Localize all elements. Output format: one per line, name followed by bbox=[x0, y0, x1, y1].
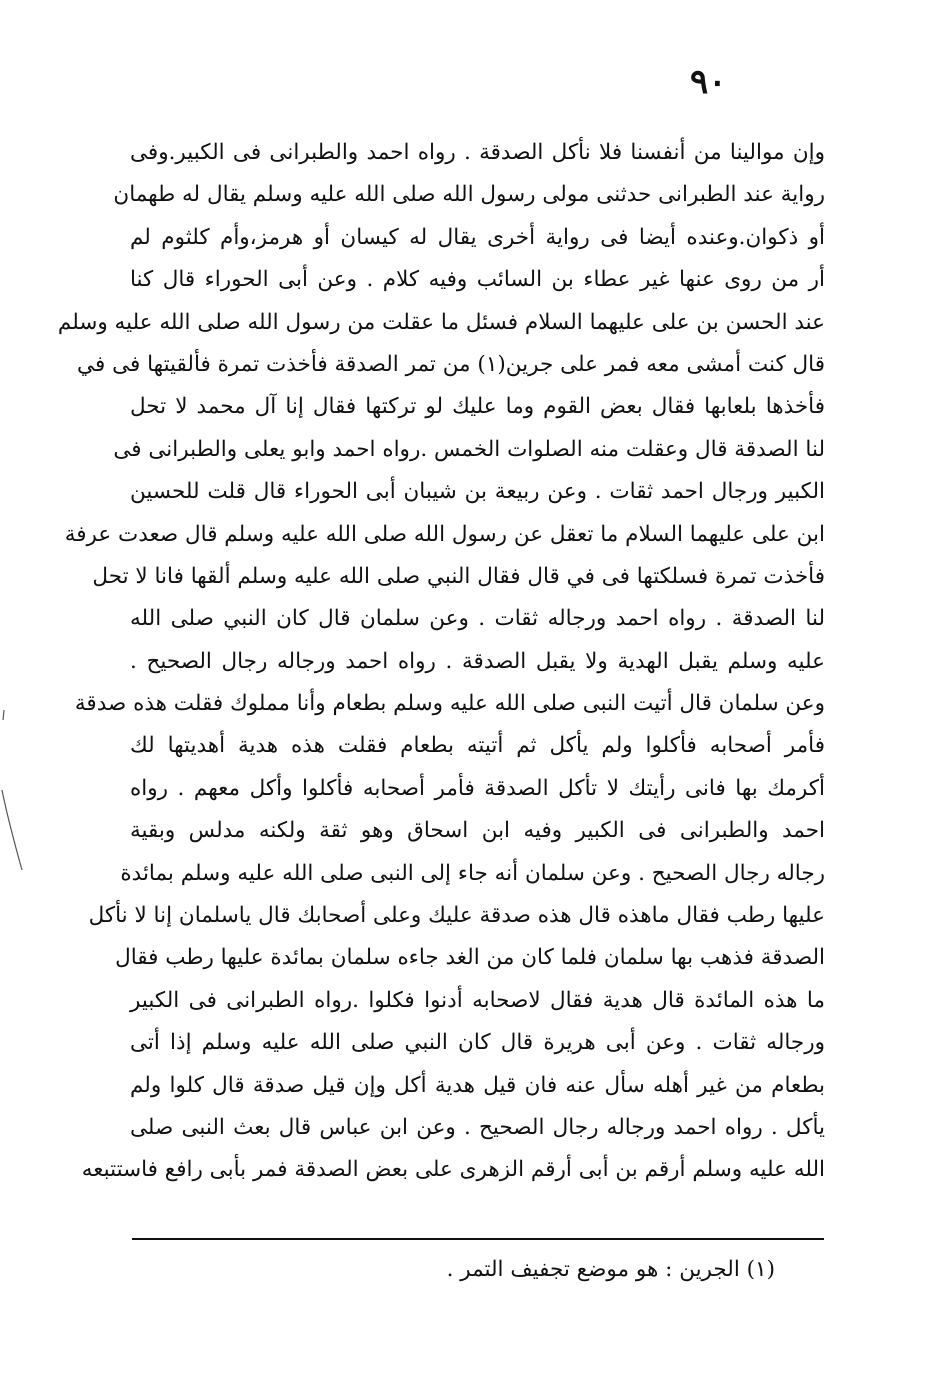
text-line: قال كنت أمشى معه فمر على جرين(١) من تمر الصدقة فأخذت تمرة فألقيتها فى في bbox=[77, 351, 825, 377]
footnote-separator bbox=[132, 1238, 824, 1240]
text-line: ابن على عليهما السلام ما تعقل عن رسول الله صلى الله عليه وسلم قال صعدت عرفة bbox=[64, 521, 825, 547]
text-line: يأكل . رواه احمد ورجاله رجال الصحيح . وعن ابن عباس قال بعث النبى صلى bbox=[130, 1114, 825, 1140]
text-line: عليه وسلم يقبل الهدية ولا يقبل الصدقة . رواه احمد ورجاله رجال الصحيح . bbox=[130, 648, 825, 674]
text-line: بطعام من غير أهله سأل عنه فان قيل هدية أكل وإن قيل صدقة قال كلوا ولم bbox=[130, 1072, 825, 1098]
text-line: رجاله رجال الصحيح . وعن سلمان أنه جاء إلى النبى صلى الله عليه وسلم بمائدة bbox=[120, 860, 825, 886]
page-number: ٩٠ bbox=[690, 62, 727, 102]
text-line: عند الحسن بن على عليهما السلام فسئل ما عقلت من رسول الله صلى الله عليه وسلم bbox=[57, 309, 825, 335]
text-line: احمد والطبرانى فى الكبير وفيه ابن اسحاق وهو ثقة ولكنه مدلس وبقية bbox=[130, 818, 825, 844]
text-line: رواية عند الطبرانى حدثنى مولى رسول الله صلى الله عليه وسلم يقال له طهمان bbox=[113, 182, 825, 208]
text-line: الله عليه وسلم أرقم بن أبى أرقم الزهرى على بعض الصدقة فمر بأبى رافع فاستتبعه bbox=[81, 1157, 825, 1183]
text-line: أر من روى عنها غير عطاء بن السائب وفيه كلام . وعن أبى الحوراء قال كنا bbox=[130, 267, 825, 293]
text-line: أو ذكوان.وعنده أيضا فى رواية أخرى يقال له كيسان أو هرمز،وأم كلثوم لم bbox=[130, 224, 825, 250]
text-line: لنا الصدقة . رواه احمد ورجاله ثقات . وعن سلمان قال كان النبي صلى الله bbox=[130, 606, 825, 632]
text-line: لنا الصدقة قال وعقلت منه الصلوات الخمس .رواه احمد وابو يعلى والطبرانى فى bbox=[113, 436, 825, 462]
scan-edge-mark bbox=[0, 700, 30, 890]
text-line: أكرمك بها فانى رأيتك لا تأكل الصدقة فأمر أصحابه فأكلوا وأكل معهم . رواه bbox=[130, 775, 825, 801]
text-line: عليها رطب فقال ماهذه قال هذه صدقة عليك وعلى أصحابك قال ياسلمان إنا لا نأكل bbox=[88, 903, 825, 929]
footnote: (١) الجرين : هو موضع تجفيف التمر . bbox=[446, 1257, 775, 1282]
text-line: فأخذت تمرة فسلكتها فى في قال فقال النبي صلى الله عليه وسلم ألقها فانا لا تحل bbox=[92, 563, 825, 589]
body-text bbox=[57, 132, 825, 1192]
text-line: الصدقة فذهب بها سلمان فلما كان من الغد جاءه سلمان بمائدة عليها رطب فقال bbox=[115, 945, 825, 971]
text-line: فأخذها بلعابها فقال بعض القوم وما عليك لو تركتها فقال إنا آل محمد لا تحل bbox=[130, 394, 825, 420]
text-line: وعن سلمان قال أتيت النبى صلى الله عليه وسلم بطعام وأنا مملوك فقلت هذه صدقة bbox=[74, 691, 825, 717]
text-line: ما هذه المائدة قال هدية فقال لاصحابه أدنوا فكلوا .رواه الطبرانى فى الكبير bbox=[130, 987, 825, 1013]
text-line: فأمر أصحابه فأكلوا ولم يأكل ثم أتيته بطعام فقلت هذه هدية أهديتها لك bbox=[130, 733, 825, 759]
text-line: الكبير ورجال احمد ثقات . وعن ربيعة بن شيبان أبى الحوراء قال قلت للحسين bbox=[130, 479, 825, 505]
text-line: وإن موالينا من أنفسنا فلا نأكل الصدقة . رواه احمد والطبرانى فى الكبير.وفى bbox=[130, 140, 825, 165]
text-line: ورجاله ثقات . وعن أبى هريرة قال كان النبي صلى الله عليه وسلم إذا أتى bbox=[130, 1030, 825, 1056]
